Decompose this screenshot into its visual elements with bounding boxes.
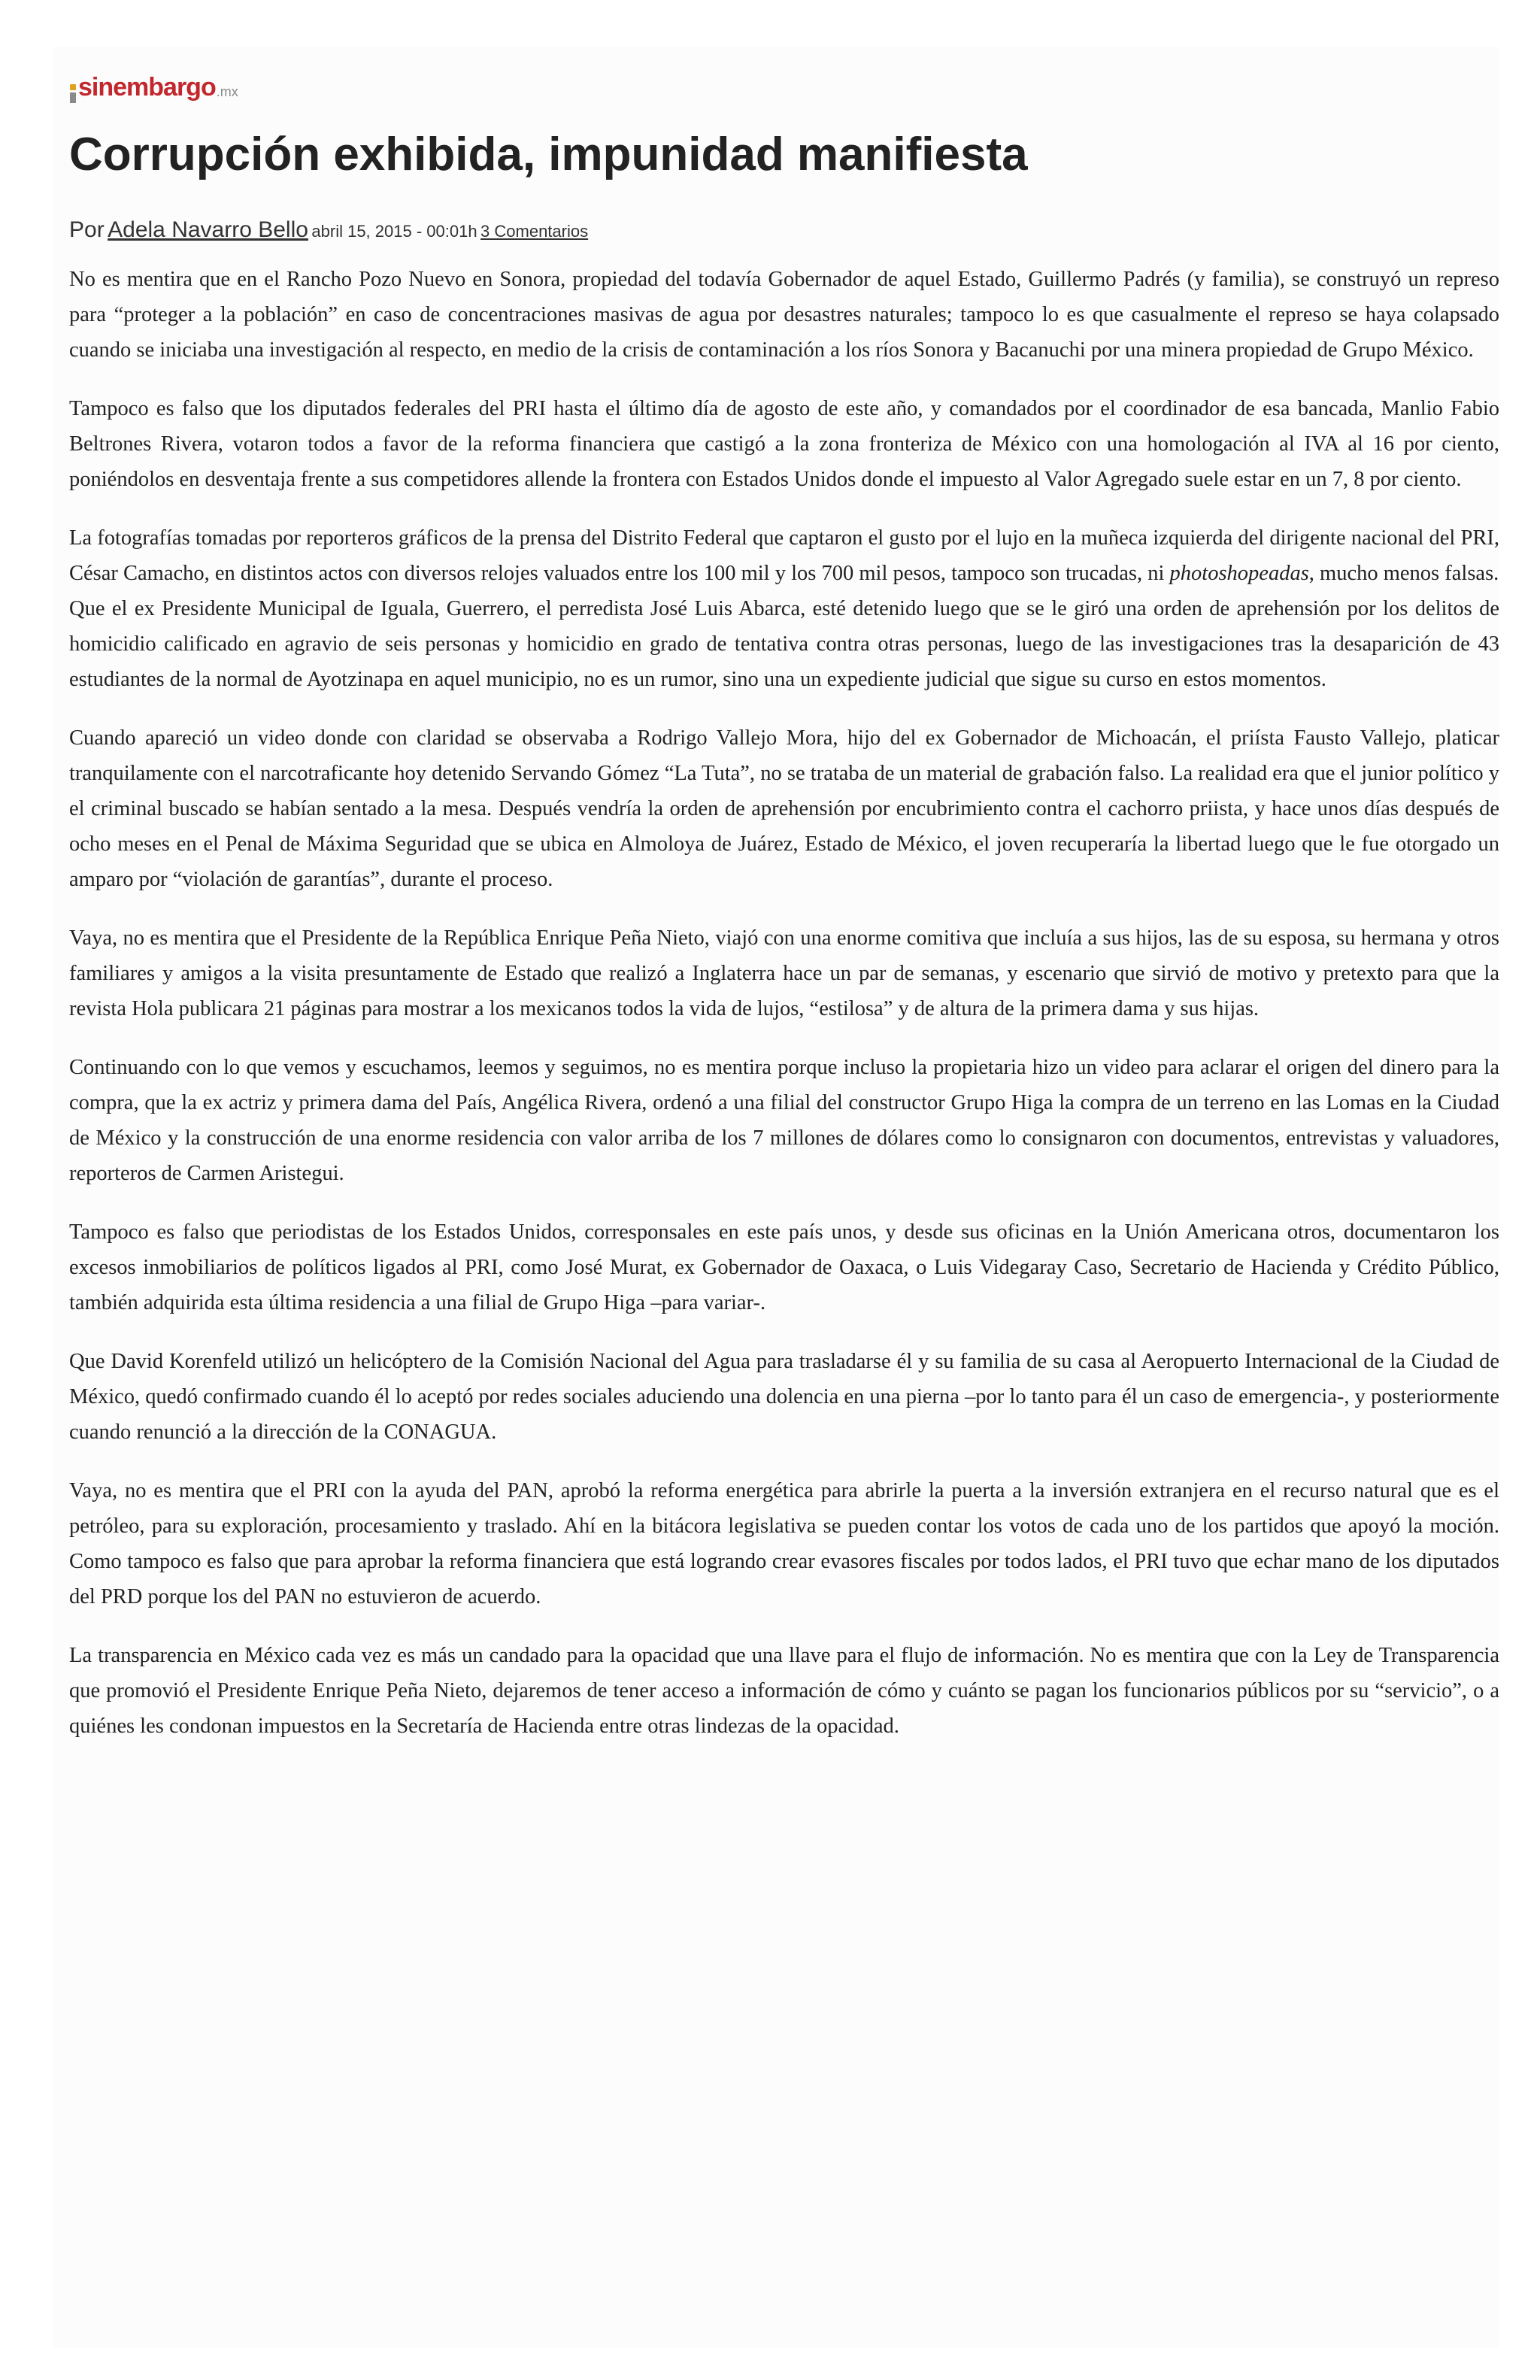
site-logo[interactable] <box>69 72 238 102</box>
publish-date: abril 15, 2015 - 00:01h <box>311 222 477 241</box>
paragraph: Que el ex Presidente Municipal de Iguala, Guerrero, el perredista José Luis Abarca, esté detenido luego que se le giró una orden de aprehensión por los delitos de homicidio calificado en agravio de seis personas y homicidio en grado de tentativa contra otras personas, luego de las investigaciones tras la desaparición de 43 estudiantes de la normal de Ayotzinapa en aquel municipio, no es un rumor, sino una un expediente judicial que sigue su curso en estos momentos. <box>69 597 1499 691</box>
paragraph: No es mentira que en el Rancho Pozo Nuevo en Sonora, propiedad del todavía Gobernador de aquel Estado, Guillermo Padrés (y familia), se construyó un represo para “proteger a la población” en caso de concentraciones masivas de agua por desastres naturales; tampoco lo es que casualmente el represo se haya colapsado cuando se iniciaba una investigación al respecto, en medio de la crisis de contaminación a los ríos Sonora y Bacanuchi por una minera propiedad de Grupo México. <box>69 268 1499 362</box>
paragraph-text: , mucho menos falsas. <box>1308 562 1499 585</box>
logo-text: sinembargo <box>78 73 216 102</box>
paragraph: Vaya, no es mentira que el Presidente de la República Enrique Peña Nieto, viajó con una enorme comitiva que incluía a sus hijos, las de su esposa, su hermana y otros familiares y amigos a la visita presuntamente de Estado que realizó a Inglaterra hace un par de semanas, y escenario que sirvió de motivo y pretexto para que la revista Hola publicara 21 páginas para mostrar a los mexicanos todos la vida de lujos, “estilosa” y de altura de la primera dama y sus hijas. <box>69 926 1499 1020</box>
article-title: Corrupción exhibida, impunidad manifiesta <box>69 129 1028 180</box>
article-byline <box>69 215 588 249</box>
paragraph: Tampoco es falso que periodistas de los Estados Unidos, corresponsales en este país unos, y desde sus oficinas en la Unión Americana otros, documentaron los excesos inmobiliarios de políticos ligados al PRI, como José Murat, ex Gobernador de Oaxaca, o Luis Videgaray Caso, Secretario de Hacienda y Crédito Público, también adquirida esta última residencia a una filial de Grupo Higa –para variar-. <box>69 1220 1499 1314</box>
logo-tld: .mx <box>216 84 238 99</box>
paragraph: Cuando apareció un video donde con claridad se observaba a Rodrigo Vallejo Mora, hijo del ex Gobernador de Michoacán, el priísta Fausto Vallejo, platicar tranquilamente con el narcotraficante hoy detenido Servando Gómez “La Tuta”, no se trataba de un material de grabación falso. La realidad era que el junior político y el criminal buscado se habían sentado a la mesa. Después vendría la orden de aprehensión por encubrimiento contra el cachorro priista, y hace unos días después de ocho meses en el Penal de Máxima Seguridad que se ubica en Almoloya de Juárez, Estado de México, el joven recuperaría la libertad luego que le fue otorgado un amparo por “violación de garantías”, durante el proceso. <box>69 726 1499 891</box>
paragraph-text: La fotografías tomadas por reporteros gráficos de la prensa del Distrito Federal que captaron el gusto por el lujo en la muñeca izquierda del dirigente nacional del PRI, César Camacho, en distintos actos con diversos relojes valuados entre los 100 mil y los 700 mil pesos, tampoco son trucadas, ni <box>69 526 1499 585</box>
paragraph: Tampoco es falso que los diputados federales del PRI hasta el último día de agosto de este año, y comandados por el coordinador de esa bancada, Manlio Fabio Beltrones Rivera, votaron todos a favor de la reforma financiera que castigó a la zona fronteriza de México con una homologación al IVA al 16 por ciento, poniéndolos en desventaja frente a sus competidores allende la frontera con Estados Unidos donde el impuesto al Valor Agregado suele estar en un 7, 8 por ciento. <box>69 397 1499 491</box>
paragraph: Vaya, no es mentira que el PRI con la ayuda del PAN, aprobó la reforma energética para abrirle la puerta a la inversión extranjera en el recurso natural que es el petróleo, para su exploración, procesamiento y traslado. Ahí en la bitácora legislativa se pueden contar los votos de cada uno de los partidos que apoyó la moción. Como tampoco es falso que para aprobar la reforma financiera que está logrando crear evasores fiscales por todos lados, el PRI tuvo que echar mano de los diputados del PRD porque los del PAN no estuvieron de acuerdo. <box>69 1479 1499 1608</box>
comments-link[interactable]: 3 Comentarios <box>480 222 589 241</box>
emphasis-text: photoshopeadas <box>1169 562 1309 585</box>
paragraph <box>69 520 1499 591</box>
article-body <box>69 262 1499 1767</box>
logo-mark-icon <box>69 84 77 102</box>
paragraph: Continuando con lo que vemos y escuchamos, leemos y seguimos, no es mentira porque incluso la propietaria hizo un video para aclarar el origen del dinero para la compra, que la ex actriz y primera dama del País, Angélica Rivera, ordenó a una filial del constructor Grupo Higa la compra de un terreno en las Lomas en la Ciudad de México y la construcción de una enorme residencia con valor arriba de los 7 millones de dólares como lo consignaron con documentos, entrevistas y valuadores, reporteros de Carmen Aristegui. <box>69 1056 1499 1185</box>
byline-label: Por <box>69 217 105 242</box>
paragraph: La transparencia en México cada vez es más un candado para la opacidad que una llave para el flujo de información. No es mentira que con la Ley de Transparencia que promovió el Presidente Enrique Peña Nieto, dejaremos de tener acceso a información de cómo y cuánto se pagan los funcionarios públicos por su “servicio”, o a quiénes les condonan impuestos en la Secretaría de Hacienda entre otras lindezas de la opacidad. <box>69 1644 1499 1738</box>
author-link[interactable]: Adela Navarro Bello <box>108 217 308 242</box>
paragraph: Que David Korenfeld utilizó un helicóptero de la Comisión Nacional del Agua para trasladarse él y su familia de su casa al Aeropuerto Internacional de la Ciudad de México, quedó confirmado cuando él lo aceptó por redes sociales aduciendo una dolencia en una pierna –por lo tanto para él un caso de emergencia-, y posteriormente cuando renunció a la dirección de la CONAGUA. <box>69 1350 1499 1444</box>
